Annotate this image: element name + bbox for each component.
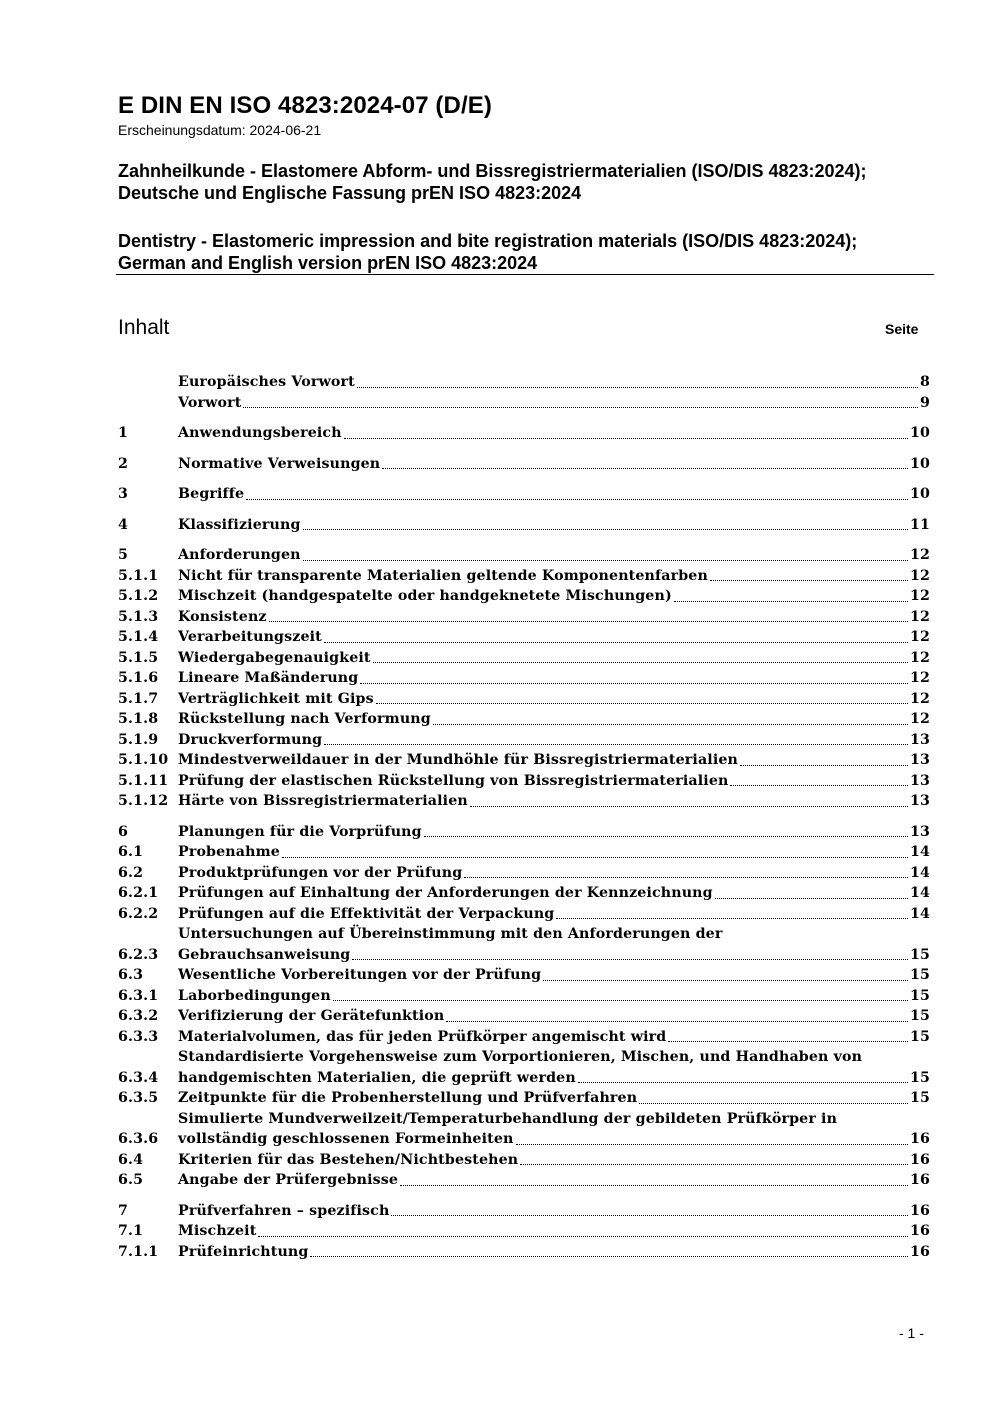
toc-entry[interactable]: [118, 1027, 930, 1048]
toc-entry-body: [178, 791, 930, 812]
toc-entry-body: [178, 545, 930, 566]
toc-entry-page: 15: [909, 1008, 930, 1024]
toc-entry-body: [178, 822, 930, 843]
toc-dot-leader: [324, 744, 908, 745]
toc-entry-body: [178, 986, 930, 1007]
toc-entry[interactable]: [118, 1150, 930, 1171]
table-of-contents: [118, 372, 930, 1262]
toc-entry-title: Prüfverfahren – spezifisch: [178, 1202, 390, 1219]
toc-dot-leader: [258, 1236, 908, 1237]
toc-entry-page: 13: [909, 752, 930, 768]
toc-dot-leader: [333, 1000, 908, 1001]
toc-entry-body: [178, 668, 930, 689]
toc-entry-title: Prüfeinrichtung: [178, 1243, 309, 1260]
toc-dot-leader: [357, 387, 918, 388]
toc-entry-title: Prüfungen auf die Effektivität der Verpackung: [178, 905, 555, 922]
toc-entry-body: [178, 883, 930, 904]
toc-entry-title: Angabe der Prüfergebnisse: [178, 1172, 399, 1188]
toc-entry-number: 4: [118, 516, 129, 533]
toc-dot-leader: [516, 1144, 908, 1145]
toc-entry-title-continued: handgemischten Materialien, die geprüft werden: [178, 1069, 576, 1086]
toc-entry[interactable]: [118, 454, 930, 475]
toc-entry[interactable]: [118, 1047, 930, 1088]
toc-entry-page: 16: [909, 1131, 930, 1147]
toc-entry-number: 6.3.6: [118, 1131, 159, 1147]
toc-entry[interactable]: [118, 1109, 930, 1150]
toc-entry[interactable]: [118, 709, 930, 730]
toc-entry[interactable]: [118, 1201, 930, 1222]
toc-entry-page: 10: [909, 425, 930, 441]
toc-entry-page: 14: [909, 844, 930, 860]
toc-entry-page: 8: [919, 374, 930, 390]
toc-entry-title: Europäisches Vorwort: [178, 374, 355, 390]
toc-entry-page: 14: [909, 885, 930, 901]
toc-entry-title-continued: vollständig geschlossenen Formeinheiten: [178, 1131, 514, 1147]
toc-entry[interactable]: [118, 924, 930, 965]
toc-entry-title: Prüfung der elastischen Rückstellung von Bissregistriermaterialien: [178, 772, 729, 789]
toc-entry-number: 5.1.5: [118, 649, 159, 666]
toc-dot-leader: [376, 703, 908, 704]
toc-entry-number: 5: [118, 547, 129, 563]
toc-entry[interactable]: [118, 689, 930, 710]
toc-entry[interactable]: [118, 771, 930, 792]
toc-entry-body: [178, 924, 930, 965]
toc-entry-page: 15: [909, 1069, 930, 1086]
toc-dot-leader: [282, 857, 908, 858]
toc-entry-number: 6.2.1: [118, 885, 159, 901]
toc-entry[interactable]: [118, 566, 930, 587]
toc-entry-page: 16: [909, 1151, 930, 1168]
toc-entry-number: 1: [118, 425, 129, 441]
toc-entry-body: [178, 1221, 930, 1242]
toc-dot-leader: [344, 438, 908, 439]
title-english: Dentistry - Elastomeric impression and bite registration materials (ISO/DIS 4823:2024); German and English version prEN ISO 4823:2024: [118, 231, 858, 273]
toc-entry-title: Mischzeit: [178, 1223, 257, 1239]
toc-entry-body: [178, 750, 930, 771]
toc-entry-title: Untersuchungen auf Übereinstimmung mit den Anforderungen der: [178, 926, 723, 942]
toc-entry-body: [178, 648, 930, 669]
toc-entry-title: Anwendungsbereich: [178, 425, 342, 441]
toc-entry-title: Verifizierung der Gerätefunktion: [178, 1008, 445, 1024]
toc-entry[interactable]: [118, 484, 930, 505]
toc-entry-number: 3: [118, 486, 129, 502]
toc-dot-leader: [740, 765, 908, 766]
toc-entry-number: 6.5: [118, 1172, 144, 1188]
toc-entry-page: 15: [909, 967, 930, 983]
page-number: - 1 -: [899, 1325, 924, 1341]
toc-entry-page: 12: [909, 608, 930, 625]
toc-entry-body: [178, 1170, 930, 1191]
toc-entry-number: 2: [118, 455, 129, 472]
toc-dot-leader: [243, 407, 918, 408]
toc-entry-page: 12: [909, 567, 930, 584]
toc-entry[interactable]: [118, 1088, 930, 1109]
toc-dot-leader: [470, 806, 908, 807]
toc-entry-title: Nicht für transparente Materialien geltende Komponentenfarben: [178, 567, 708, 584]
toc-entry-title: Produktprüfungen vor der Prüfung: [178, 864, 463, 881]
toc-entry-page: 12: [909, 711, 930, 727]
toc-entry[interactable]: [118, 1242, 930, 1263]
toc-entry-title: Probenahme: [178, 844, 280, 860]
toc-entry[interactable]: [118, 515, 930, 536]
toc-entry-title: Kriterien für das Bestehen/Nichtbestehen: [178, 1151, 519, 1168]
toc-entry-body: [178, 515, 930, 536]
toc-entry-number: 5.1.3: [118, 608, 159, 625]
toc-entry-number: 6.3.2: [118, 1008, 159, 1024]
toc-entry-page: 13: [909, 823, 930, 840]
toc-entry-number: 5.1.11: [118, 772, 169, 789]
toc-entry-number: 5.1.7: [118, 690, 159, 707]
toc-entry-title: Härte von Bissregistriermaterialien: [178, 793, 468, 809]
toc-entry-page: 12: [909, 649, 930, 666]
toc-entry-title: Mischzeit (handgespatelte oder handgeknetete Mischungen): [178, 588, 672, 604]
toc-entry[interactable]: [118, 730, 930, 751]
toc-dot-leader: [715, 898, 908, 899]
toc-entry-page: 15: [909, 987, 930, 1004]
toc-entry-number: 5.1.1: [118, 567, 159, 584]
toc-entry-page: 10: [909, 455, 930, 472]
toc-heading: Inhalt: [118, 316, 170, 339]
toc-entry[interactable]: [118, 372, 930, 393]
toc-dot-leader: [668, 1041, 908, 1042]
toc-dot-leader: [391, 1215, 908, 1216]
toc-dot-leader: [639, 1103, 908, 1104]
document-id: E DIN EN ISO 4823:2024-07 (D/E): [118, 92, 492, 119]
toc-entry-page: 14: [909, 864, 930, 881]
toc-entry-body: [178, 454, 930, 475]
toc-dot-leader: [352, 959, 908, 960]
toc-entry-title: Druckverformung: [178, 731, 323, 748]
toc-entry-body: [178, 566, 930, 587]
toc-entry-body: [178, 1150, 930, 1171]
toc-entry-title: Simulierte Mundverweilzeit/Temperaturbehandlung der gebildeten Prüfkörper in: [178, 1110, 838, 1127]
toc-entry-number: 5.1.9: [118, 731, 159, 748]
toc-entry[interactable]: [118, 1006, 930, 1027]
toc-entry-title: Laborbedingungen: [178, 987, 331, 1004]
toc-entry-body: [178, 1242, 930, 1263]
toc-entry-page: 10: [909, 486, 930, 502]
toc-entry[interactable]: [118, 965, 930, 986]
toc-entry-number: 5.1.6: [118, 670, 159, 686]
toc-entry-body: [178, 1109, 930, 1150]
toc-entry[interactable]: [118, 883, 930, 904]
toc-entry-body: [178, 709, 930, 730]
toc-entry-body: [178, 423, 930, 444]
toc-entry-title: Vorwort: [178, 394, 242, 411]
toc-entry-body: [178, 689, 930, 710]
toc-dot-leader: [303, 529, 908, 530]
toc-dot-leader: [400, 1185, 908, 1186]
toc-entry-page: 16: [909, 1172, 930, 1188]
title-german: Zahnheilkunde - Elastomere Abform- und Bissregistriermaterialien (ISO/DIS 4823:2024); Deutsche und Englische Fassung prEN ISO 4823:2024: [118, 161, 867, 203]
toc-entry-body: [178, 904, 930, 925]
toc-dot-leader: [520, 1164, 908, 1165]
toc-entry-number: 6.2: [118, 864, 144, 881]
toc-entry[interactable]: [118, 986, 930, 1007]
toc-entry-body: [178, 965, 930, 986]
toc-entry[interactable]: [118, 822, 930, 843]
toc-dot-leader: [674, 601, 908, 602]
toc-dot-leader: [269, 621, 908, 622]
toc-dot-leader: [433, 724, 908, 725]
toc-entry[interactable]: [118, 791, 930, 812]
toc-entry-title: Prüfungen auf Einhaltung der Anforderungen der Kennzeichnung: [178, 885, 713, 901]
header-rule: [116, 274, 934, 275]
toc-entry-body: [178, 863, 930, 884]
toc-entry-number: 6.3.3: [118, 1028, 159, 1045]
toc-dot-leader: [303, 560, 908, 561]
toc-dot-leader: [324, 642, 908, 643]
toc-entry[interactable]: [118, 1170, 930, 1191]
toc-entry-title: Zeitpunkte für die Probenherstellung und Prüfverfahren: [178, 1090, 638, 1106]
toc-entry-body: [178, 607, 930, 628]
toc-entry[interactable]: [118, 423, 930, 444]
toc-dot-leader: [382, 468, 908, 469]
toc-entry-page: 15: [909, 1028, 930, 1045]
toc-entry-title: Anforderungen: [178, 547, 301, 563]
toc-dot-leader: [310, 1256, 907, 1257]
toc-entry-number: 6.3: [118, 967, 144, 983]
toc-entry-page: 16: [909, 1202, 930, 1219]
toc-entry-page: 15: [909, 946, 930, 963]
toc-entry-title: Klassifizierung: [178, 516, 301, 533]
toc-entry-page: 11: [909, 516, 930, 533]
toc-entry[interactable]: [118, 1221, 930, 1242]
toc-entry[interactable]: [118, 607, 930, 628]
toc-dot-leader: [464, 877, 908, 878]
toc-entry-page: 12: [909, 629, 930, 645]
toc-page-label: Seite: [885, 321, 919, 337]
toc-entry-page: 13: [909, 731, 930, 748]
toc-entry-page: 16: [909, 1243, 930, 1260]
toc-entry-title: Materialvolumen, das für jeden Prüfkörper angemischt wird: [178, 1028, 667, 1045]
toc-entry-page: 12: [909, 547, 930, 563]
toc-entry-title: Rückstellung nach Verformung: [178, 711, 431, 727]
toc-entry-number: 6.3.4: [118, 1069, 159, 1086]
toc-entry-page: 15: [909, 1090, 930, 1106]
toc-dot-leader: [424, 836, 908, 837]
toc-entry[interactable]: [118, 668, 930, 689]
toc-entry-body: [178, 627, 930, 648]
toc-entry-number: 5.1.10: [118, 752, 169, 768]
toc-entry[interactable]: [118, 393, 930, 414]
toc-entry-body: [178, 1201, 930, 1222]
toc-entry-page: 13: [909, 772, 930, 789]
toc-entry[interactable]: [118, 586, 930, 607]
toc-entry-page: 13: [909, 793, 930, 809]
toc-entry-number: 6: [118, 823, 129, 840]
toc-dot-leader: [246, 499, 908, 500]
toc-entry-title: Verarbeitungszeit: [178, 629, 322, 645]
toc-entry-body: [178, 586, 930, 607]
toc-entry[interactable]: [118, 863, 930, 884]
toc-entry-page: 9: [919, 394, 930, 411]
toc-entry[interactable]: [118, 627, 930, 648]
toc-dot-leader: [360, 683, 908, 684]
issue-date: Erscheinungsdatum: 2024-06-21: [118, 122, 322, 138]
toc-entry-title: Normative Verweisungen: [178, 455, 381, 472]
toc-entry-page: 12: [909, 690, 930, 707]
toc-entry-number: 5.1.2: [118, 588, 159, 604]
toc-entry[interactable]: [118, 545, 930, 566]
toc-dot-leader: [578, 1082, 908, 1083]
toc-entry-title: Begriffe: [178, 486, 245, 502]
toc-entry-number: 6.3.1: [118, 987, 159, 1004]
toc-entry-title-continued: Gebrauchsanweisung: [178, 946, 351, 963]
toc-entry-title: Verträglichkeit mit Gips: [178, 690, 374, 707]
toc-entry-body: [178, 372, 930, 393]
toc-entry-number: 7.1: [118, 1223, 144, 1239]
toc-entry-number: 5.1.8: [118, 711, 159, 727]
toc-dot-leader: [710, 580, 908, 581]
toc-entry-number: 7: [118, 1202, 129, 1219]
toc-entry-body: [178, 393, 930, 414]
toc-entry-body: [178, 1006, 930, 1027]
toc-entry-title: Konsistenz: [178, 608, 267, 625]
toc-entry-page: 12: [909, 670, 930, 686]
toc-entry[interactable]: [118, 842, 930, 863]
toc-entry-number: 6.2.2: [118, 905, 159, 922]
toc-entry-body: [178, 842, 930, 863]
toc-entry-title: Planungen für die Vorprüfung: [178, 823, 422, 840]
toc-entry-body: [178, 1027, 930, 1048]
toc-entry-page: 16: [909, 1223, 930, 1239]
toc-entry-title: Wesentliche Vorbereitungen vor der Prüfung: [178, 967, 542, 983]
toc-entry-number: 6.1: [118, 844, 144, 860]
toc-entry-title: Mindestverweildauer in der Mundhöhle für Bissregistriermaterialien: [178, 752, 739, 768]
toc-entry-number: 6.4: [118, 1151, 144, 1168]
toc-entry-body: [178, 484, 930, 505]
toc-entry-number: 6.3.5: [118, 1090, 159, 1106]
toc-entry[interactable]: [118, 648, 930, 669]
toc-entry-title: Standardisierte Vorgehensweise zum Vorportionieren, Mischen, und Handhaben von: [178, 1049, 863, 1065]
toc-entry-title: Wiedergabegenauigkeit: [178, 649, 371, 666]
toc-entry-body: [178, 730, 930, 751]
toc-dot-leader: [543, 980, 908, 981]
toc-dot-leader: [373, 662, 908, 663]
toc-entry[interactable]: [118, 750, 930, 771]
toc-entry-page: 12: [909, 588, 930, 604]
toc-entry-number: 6.2.3: [118, 946, 159, 963]
toc-entry[interactable]: [118, 904, 930, 925]
toc-entry-page: 14: [909, 905, 930, 922]
toc-entry-number: 5.1.4: [118, 629, 159, 645]
toc-dot-leader: [556, 918, 908, 919]
toc-entry-body: [178, 1088, 930, 1109]
toc-entry-number: 5.1.12: [118, 793, 169, 809]
toc-entry-body: [178, 1047, 930, 1088]
toc-dot-leader: [446, 1021, 908, 1022]
toc-entry-number: 7.1.1: [118, 1243, 159, 1260]
toc-dot-leader: [730, 785, 907, 786]
toc-entry-title: Lineare Maßänderung: [178, 670, 359, 686]
toc-entry-body: [178, 771, 930, 792]
